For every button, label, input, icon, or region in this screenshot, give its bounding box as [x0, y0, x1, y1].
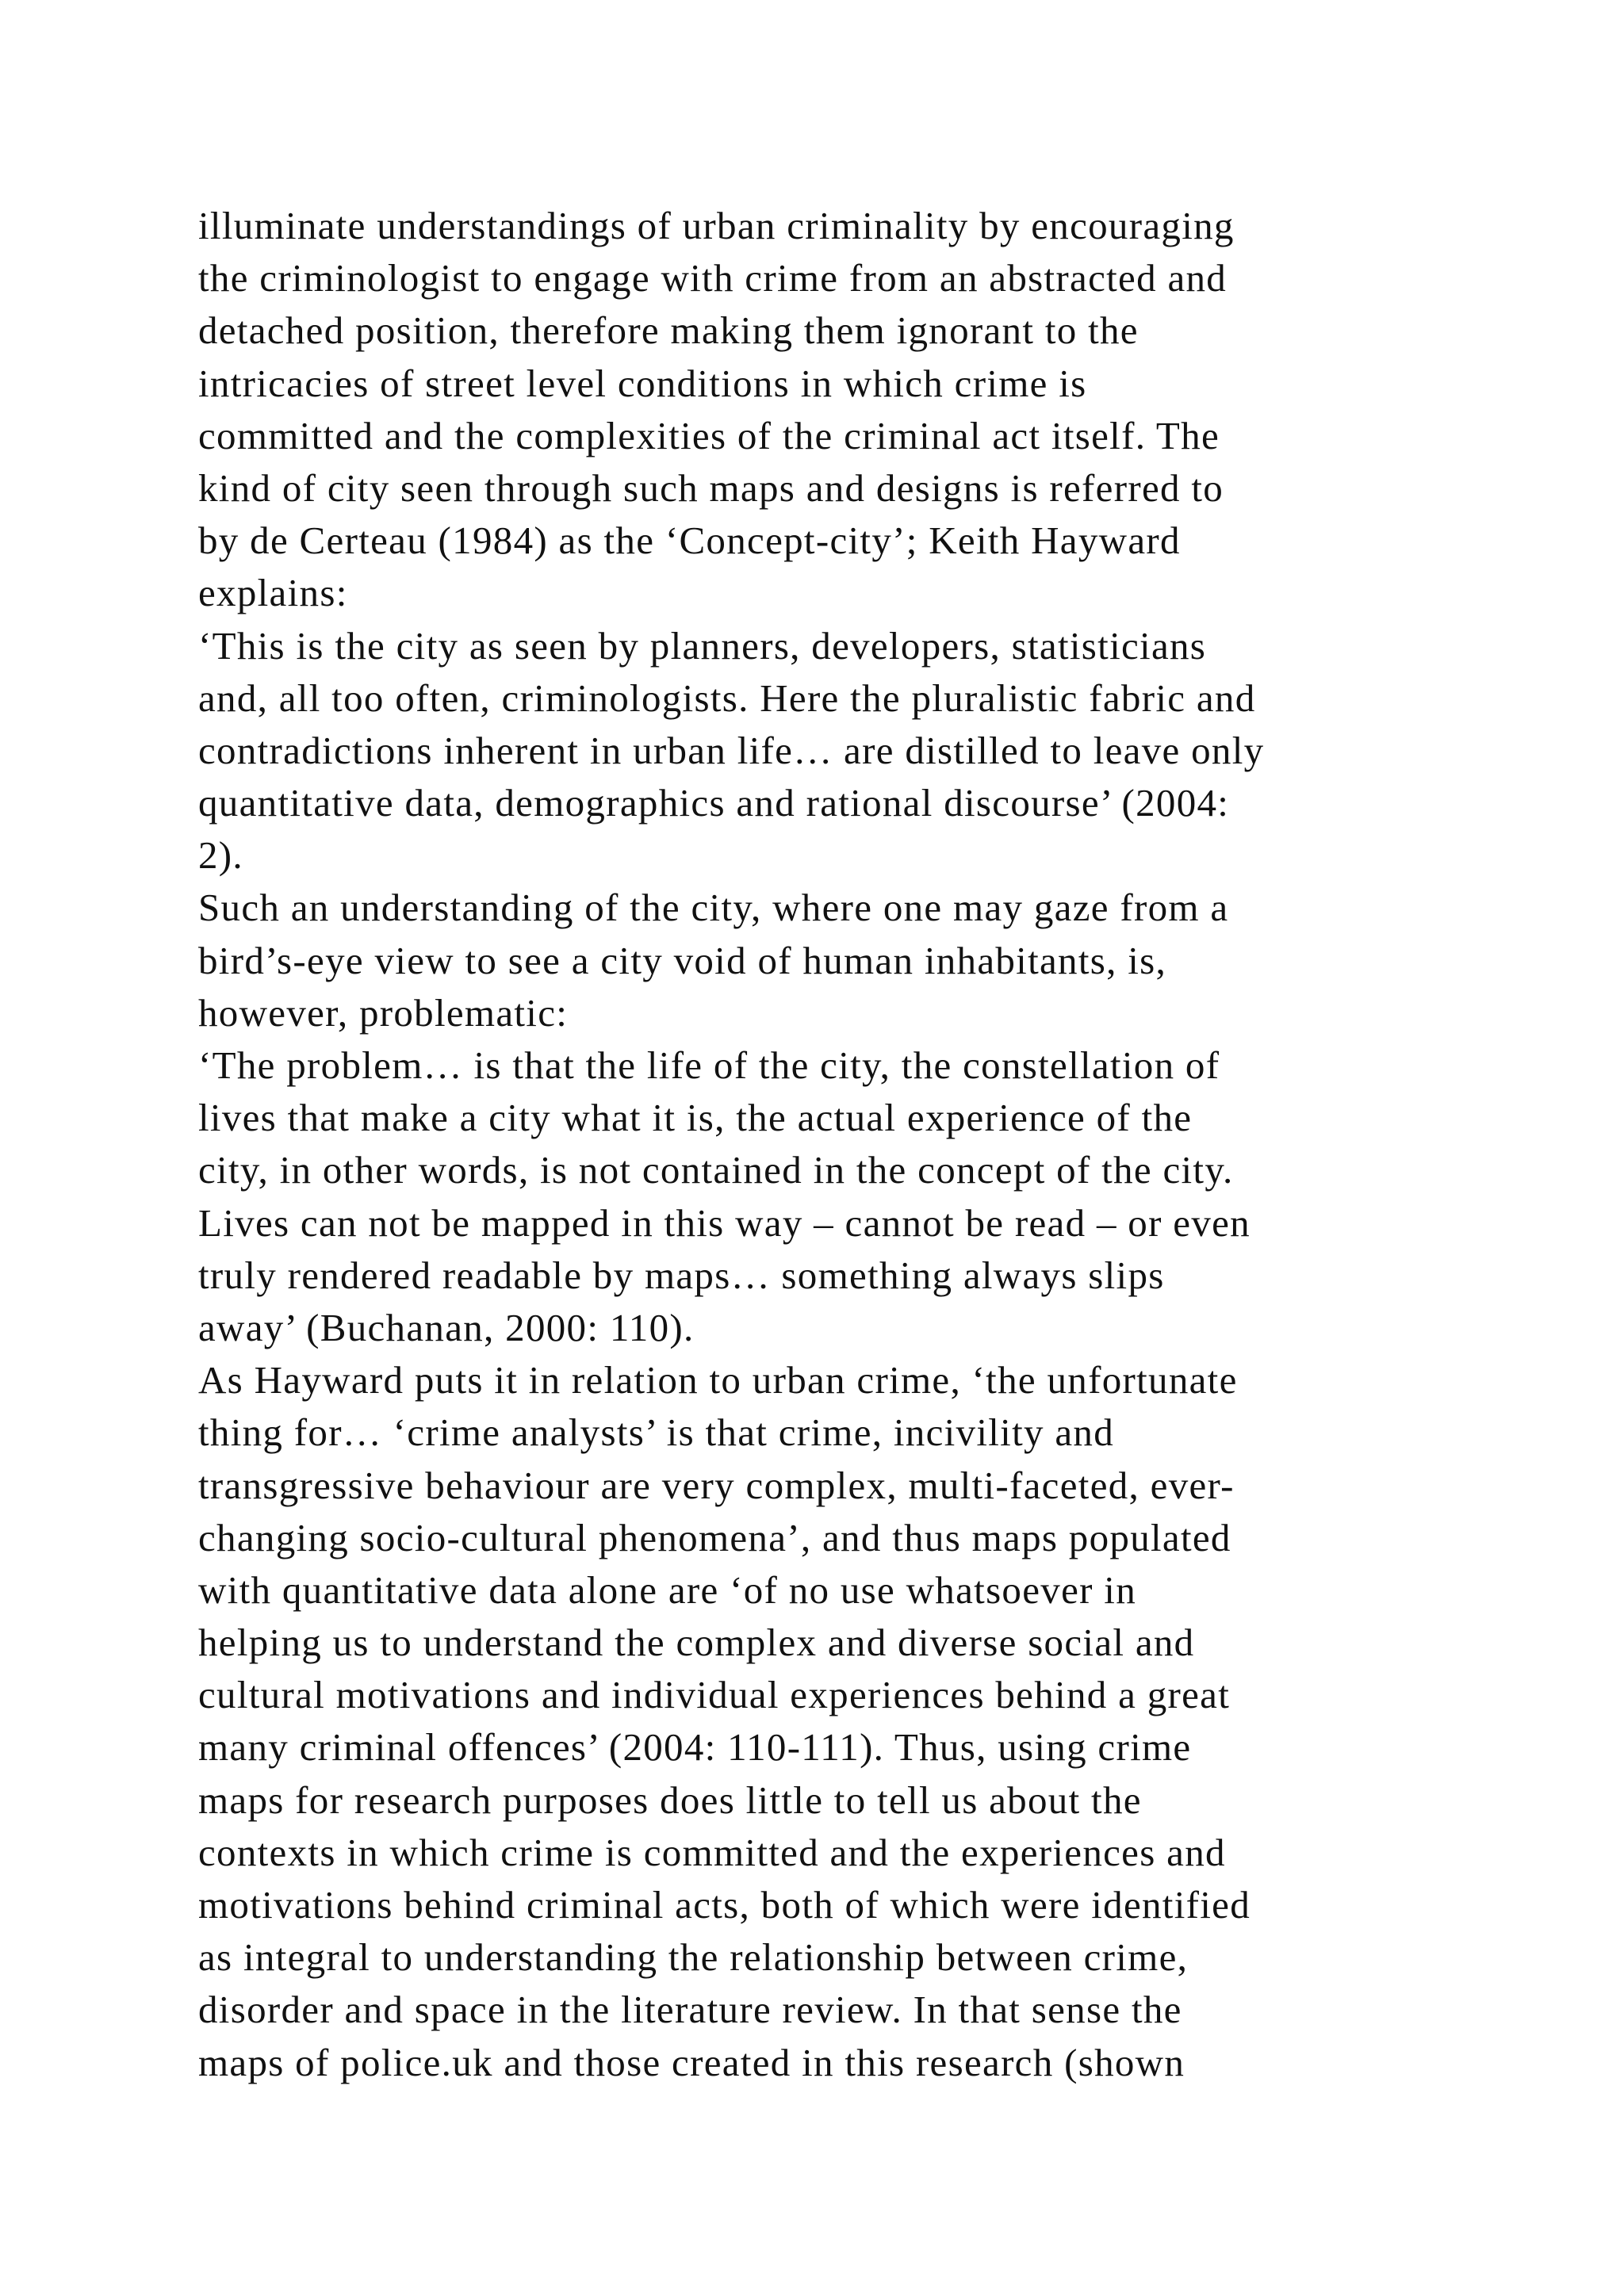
text-line: kind of city seen through such maps and designs is referred to — [198, 465, 1224, 510]
text-line: motivations behind criminal acts, both of which were identified — [198, 1883, 1251, 1927]
text-line: ‘The problem… is that the life of the city, the constellation of — [198, 1043, 1220, 1087]
text-line: detached position, therefore making them ignorant to the — [198, 308, 1139, 353]
text-line: away’ (Buchanan, 2000: 110). — [198, 1305, 695, 1349]
text-line: thing for… ‘crime analysts’ is that crime, incivility and — [198, 1410, 1114, 1455]
text-line: cultural motivations and individual experiences behind a great — [198, 1673, 1231, 1717]
text-line: as integral to understanding the relationship between crime, — [198, 1935, 1189, 1980]
text-line: contexts in which crime is committed and the experiences and — [198, 1830, 1226, 1874]
text-line: with quantitative data alone are ‘of no use whatsoever in — [198, 1567, 1137, 1612]
text-line: transgressive behaviour are very complex, multi-faceted, ever- — [198, 1463, 1235, 1507]
text-line: 2). — [198, 833, 243, 878]
text-line: lives that make a city what it is, the actual experience of the — [198, 1096, 1193, 1140]
text-line: disorder and space in the literature review. In that sense the — [198, 1988, 1182, 2032]
text-line: bird’s-eye view to see a city void of human inhabitants, is, — [198, 938, 1167, 982]
text-line: by de Certeau (1984) as the ‘Concept-city’; Keith Hayward — [198, 519, 1181, 563]
body-text — [198, 200, 1483, 2089]
text-line: however, problematic: — [198, 990, 569, 1035]
text-line: explains: — [198, 571, 348, 615]
text-line: committed and the complexities of the criminal act itself. The — [198, 413, 1220, 457]
text-line: contradictions inherent in urban life… are distilled to leave only — [198, 728, 1265, 772]
text-line: ‘This is the city as seen by planners, developers, statisticians — [198, 623, 1207, 668]
text-line: many criminal offences’ (2004: 110-111). Thus, using crime — [198, 1725, 1192, 1770]
text-line: the criminologist to engage with crime from an abstracted and — [198, 256, 1228, 300]
text-line: Lives can not be mapped in this way – cannot be read – or even — [198, 1200, 1251, 1245]
text-line: city, in other words, is not contained in the concept of the city. — [198, 1148, 1234, 1192]
text-line: changing socio-cultural phenomena’, and thus maps populated — [198, 1515, 1231, 1559]
text-line: quantitative data, demographics and rational discourse’ (2004: — [198, 781, 1230, 825]
text-line: As Hayward puts it in relation to urban crime, ‘the unfortunate — [198, 1358, 1238, 1402]
text-line: helping us to understand the complex and diverse social and — [198, 1621, 1195, 1665]
text-line: truly rendered readable by maps… something always slips — [198, 1253, 1165, 1297]
text-line: intricacies of street level conditions in which crime is — [198, 361, 1087, 405]
text-line: maps for research purposes does little to tell us about the — [198, 1777, 1142, 1822]
text-line: illuminate understandings of urban criminality by encouraging — [198, 204, 1235, 247]
text-line: Such an understanding of the city, where one may gaze from a — [198, 886, 1229, 930]
text-line: and, all too often, criminologists. Here the pluralistic fabric and — [198, 675, 1256, 720]
text-line: maps of police.uk and those created in this research (shown — [198, 2040, 1185, 2084]
